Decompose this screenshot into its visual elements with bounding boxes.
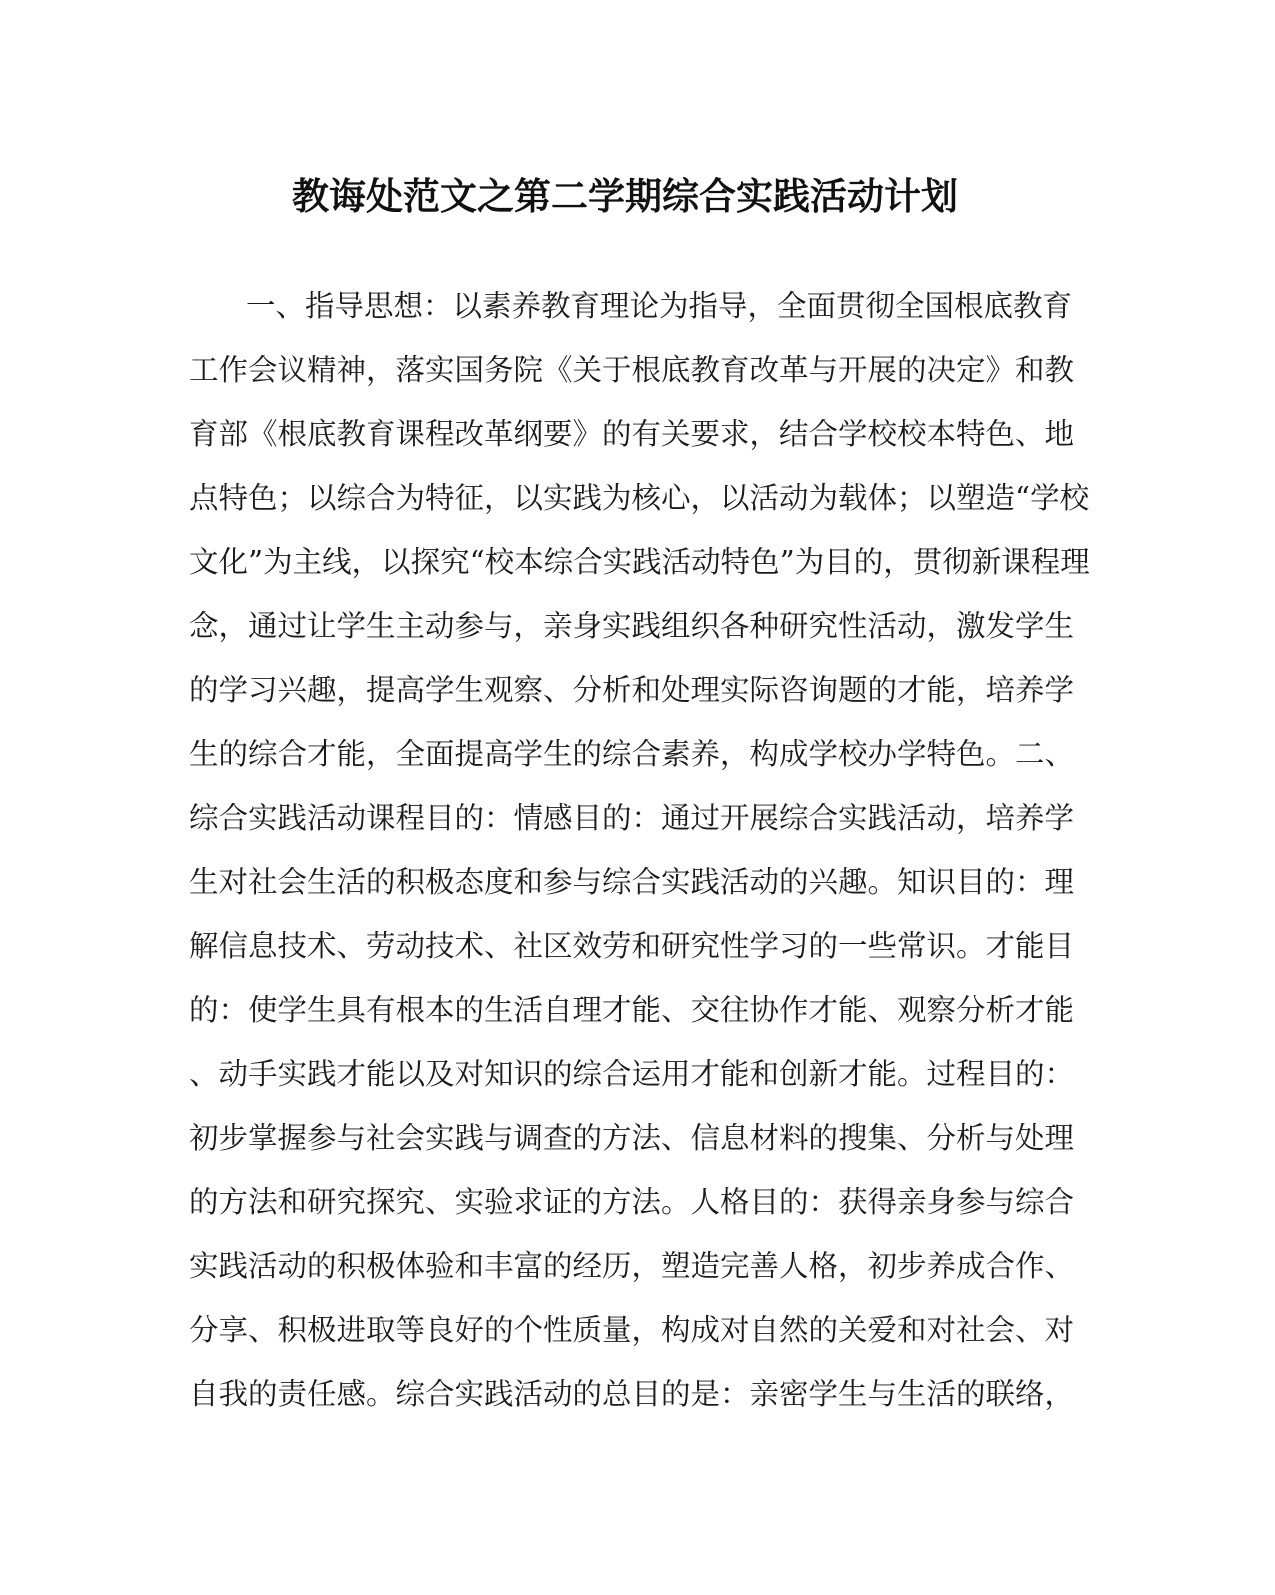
body-line: 初步掌握参与社会实践与调查的方法、信息材料的搜集、分析与处理: [189, 1121, 1075, 1155]
body-line: 综合实践活动课程目的：情感目的：通过开展综合实践活动，培养学: [189, 801, 1075, 835]
body-line: 自我的责任感。综合实践活动的总目的是：亲密学生与生活的联络，: [189, 1377, 1075, 1411]
document-title: 教诲处范文之第二学期综合实践活动计划: [292, 174, 958, 218]
body-line: 念，通过让学生主动参与，亲身实践组织各种研究性活动，激发学生: [189, 609, 1075, 643]
body-line: 分享、积极进取等良好的个性质量，构成对自然的关爱和对社会、对: [189, 1313, 1075, 1347]
body-line: 工作会议精神，落实国务院《关于根底教育改革与开展的决定》和教: [189, 353, 1075, 387]
body-line: 一、指导思想：以素养教育理论为指导，全面贯彻全国根底教育: [246, 289, 1073, 323]
body-line: 生的综合才能，全面提高学生的综合素养，构成学校办学特色。二、: [189, 737, 1075, 771]
body-line: 解信息技术、劳动技术、社区效劳和研究性学习的一些常识。才能目: [189, 929, 1075, 963]
body-line: 的学习兴趣，提高学生观察、分析和处理实际咨询题的才能，培养学: [189, 673, 1075, 707]
body-line: 实践活动的积极体验和丰富的经历，塑造完善人格，初步养成合作、: [189, 1249, 1075, 1283]
body-line: 点特色；以综合为特征，以实践为核心，以活动为载体；以塑造“学校: [189, 481, 1090, 515]
body-line: 的方法和研究探究、实验求证的方法。人格目的：获得亲身参与综合: [189, 1185, 1075, 1219]
body-line: 育部《根底教育课程改革纲要》的有关要求，结合学校校本特色、地: [189, 417, 1075, 451]
body-line: 文化”为主线，以探究“校本综合实践活动特色”为目的，贯彻新课程理: [189, 545, 1090, 579]
body-line: 生对社会生活的积极态度和参与综合实践活动的兴趣。知识目的：理: [189, 865, 1075, 899]
body-line: 、动手实践才能以及对知识的综合运用才能和创新才能。过程目的：: [189, 1057, 1075, 1091]
body-line: 的：使学生具有根本的生活自理才能、交往协作才能、观察分析才能: [189, 993, 1075, 1027]
